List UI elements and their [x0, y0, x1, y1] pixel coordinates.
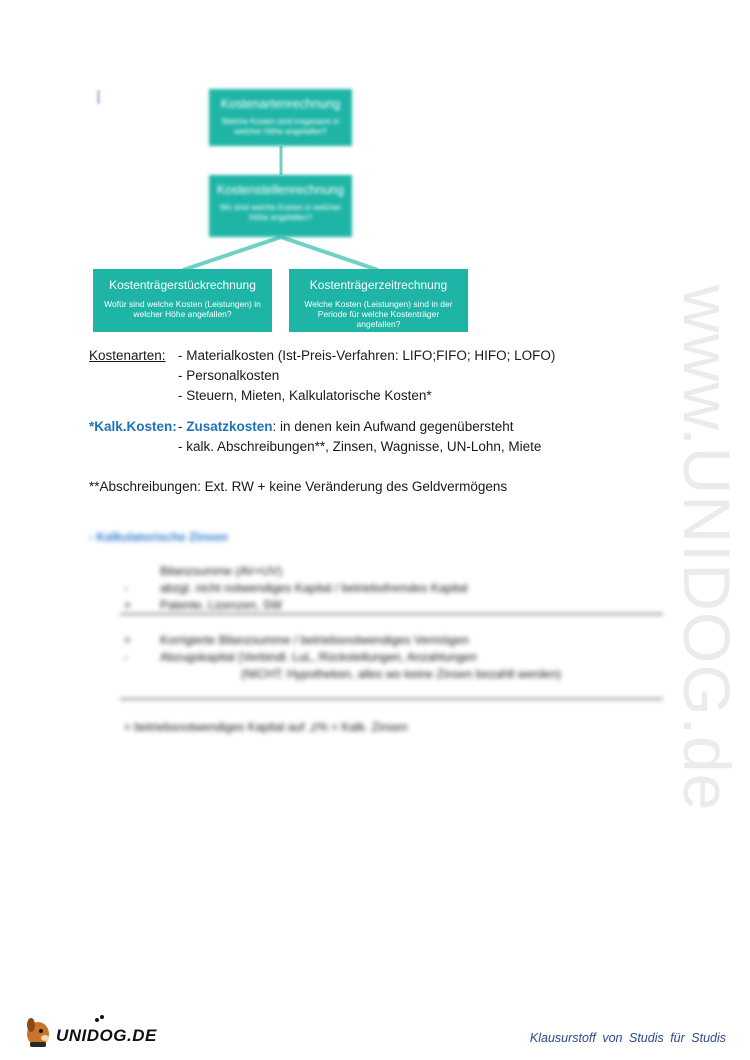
- zinsen-sign: -: [124, 581, 128, 595]
- divider-line: [120, 613, 663, 615]
- kostenarten-line: - Materialkosten (Ist-Preis-Verfahren: LIFO;FIFO; HIFO; LOFO): [178, 348, 556, 363]
- dash: -: [178, 419, 187, 434]
- kostenarten-line: - Steuern, Mieten, Kalkulatorische Kosten*: [178, 388, 432, 403]
- zusatzkosten-highlight: Zusatzkosten: [186, 419, 273, 434]
- zinsen-line: Bilanzsumme (AV+UV): [160, 564, 283, 578]
- box-subtitle: Welche Kosten (Leistungen) sind in der Periode für welche Kostenträger angefallen?: [304, 299, 453, 329]
- box-subtitle: Wo sind welche Kosten in welcher Höhe angefallen?: [219, 203, 342, 222]
- zinsen-sign: -: [124, 650, 128, 664]
- box-title: Kostenartenrechnung: [220, 97, 341, 111]
- logo-text: UNIDOG.DE: [56, 1026, 157, 1045]
- zinsen-result: = betriebsnotwendiges Kapital auf ,z% = Kalk. Zinsen: [124, 720, 408, 734]
- box-subtitle: Welche Kosten sind insgesamt in welcher Höhe angefallen?: [221, 117, 340, 136]
- kalk-kosten-line-2: - kalk. Abschreibungen**, Zinsen, Wagnisse, UN-Lohn, Miete: [178, 439, 542, 454]
- box-title: Kostenstellenrechnung: [216, 183, 345, 197]
- kostenarten-line: - Personalkosten: [178, 368, 280, 383]
- box-title: Kostenträgerzeitrechnung: [309, 278, 448, 292]
- kostenarten-label: Kostenarten:: [89, 348, 166, 363]
- abschreibungen-note: **Abschreibungen: Ext. RW + keine Veränderung des Geldvermögens: [89, 479, 508, 494]
- divider-line: [120, 698, 663, 700]
- zinsen-line: Patente, Lizenzen, SW: [160, 598, 283, 612]
- kalk-kosten-label: *Kalk.Kosten:: [89, 419, 177, 434]
- zinsen-sign: +: [124, 598, 132, 612]
- kalk-kosten-line-1-rest: : in denen kein Aufwand gegenübersteht: [272, 419, 514, 434]
- box-subtitle: Wofür sind welche Kosten (Leistungen) in welcher Höhe angefallen?: [104, 299, 261, 319]
- watermark: www.UNIDOG.de: [670, 285, 744, 812]
- kalk-zinsen-heading: - Kalkulatorische Zinsen: [89, 530, 228, 544]
- zinsen-line: abzgl. nicht notwendiges Kapital / betriebsfremdes Kapital: [160, 581, 468, 595]
- zinsen-sign: =: [124, 633, 132, 647]
- box-title: Kostenträgerstückrechnung: [109, 278, 256, 292]
- footer-tagline: Klausurstoff von Studis für Studis: [529, 1031, 726, 1045]
- zinsen-line: Abzugskapital (Verbindl. LuL, Rückstellungen, Anzahlungen: [160, 650, 477, 664]
- zinsen-line: (NICHT: Hypotheken, alles wo keine Zinsen bezahlt werden): [241, 667, 562, 681]
- zinsen-line: Korrigierte Bilanzsumme / betriebsnotwendiges Vermögen: [160, 633, 469, 647]
